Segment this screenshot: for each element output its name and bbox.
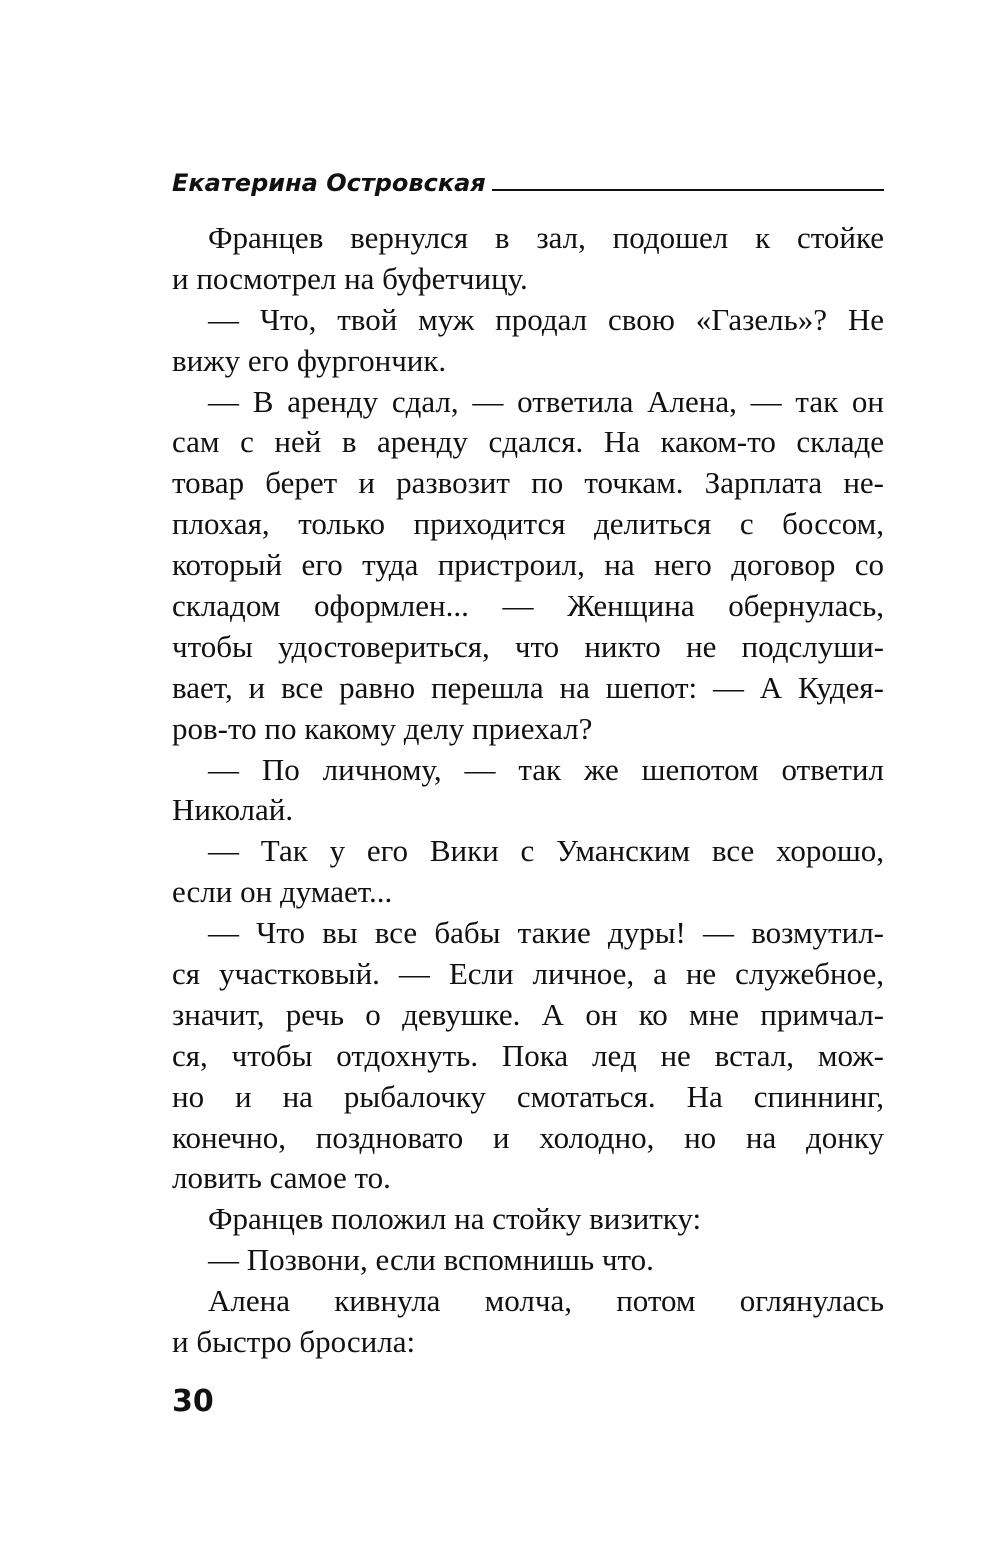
text-line: Францев вернулся в зал, подошел к стойке	[208, 220, 884, 255]
text-line: Николай.	[172, 792, 294, 828]
text-line: который его туда пристроил, на него договор со	[172, 547, 884, 583]
text-line: вижу его фургончик.	[172, 342, 447, 378]
author-name: Екатерина Островская	[172, 169, 486, 197]
text-line: но и на рыбалочку смотаться. На спиннинг,	[172, 1078, 884, 1114]
text-line: вает, и все равно перешла на шепот: — А Кудея-	[172, 669, 884, 705]
text-line: складом оформлен... — Женщина обернулась,	[172, 588, 884, 624]
text-line: — Что вы все бабы такие дуры! — возмутил-	[208, 915, 884, 951]
body-text	[172, 218, 884, 1363]
text-line: плохая, только приходится делиться с боссом,	[172, 506, 884, 542]
text-line: чтобы удостовериться, что никто не подслуши-	[172, 628, 884, 664]
page-number: 30	[172, 1384, 214, 1419]
header-rule	[492, 189, 884, 191]
text-line: если он думает...	[172, 874, 393, 910]
running-header	[172, 158, 884, 198]
text-line: товар берет и развозит по точкам. Зарплата не-	[172, 465, 884, 501]
text-line: — В аренду сдал, — ответила Алена, — так он	[208, 383, 884, 419]
text-line: и посмотрел на буфетчицу.	[172, 260, 528, 296]
text-line: ся участковый. — Если личное, а не служебное,	[172, 956, 884, 992]
text-line: Францев положил на стойку визитку:	[208, 1201, 702, 1237]
text-line: сам с ней в аренду сдался. На каком-то складе	[172, 424, 884, 460]
text-line: — Позвони, если вспомнишь что.	[208, 1242, 654, 1278]
text-line: — Что, твой муж продал свою «Газель»? Не	[208, 301, 884, 337]
text-line: ся, чтобы отдохнуть. Пока лед не встал, мож-	[172, 1037, 884, 1073]
text-line: — Так у его Вики с Уманским все хорошо,	[208, 833, 884, 869]
text-line: и быстро бросила:	[172, 1324, 416, 1360]
text-line: конечно, поздновато и холодно, но на донку	[172, 1119, 884, 1155]
text-line: Алена кивнула молча, потом оглянулась	[208, 1283, 884, 1319]
text-line: значит, речь о девушке. А он ко мне примчал-	[172, 996, 884, 1032]
text-line: ров-то по какому делу приехал?	[172, 710, 593, 746]
text-line: — По личному, — так же шепотом ответил	[208, 751, 884, 787]
text-line: ловить самое то.	[172, 1160, 391, 1196]
